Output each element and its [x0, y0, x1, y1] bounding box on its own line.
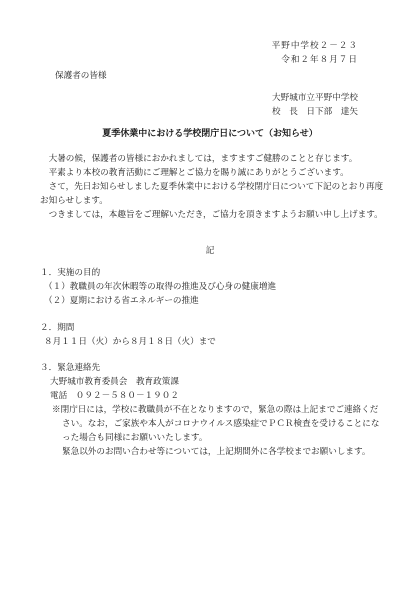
document-date: 令和２年８月７日	[281, 55, 358, 65]
section-contact	[40, 361, 384, 459]
period-value: ８月１１日（火）から８月１８日（火）まで	[44, 337, 216, 347]
body-paragraph-thanks: 平素より本校の教育活動にご理解とご協力を賜り誠にありがとうございます。	[48, 168, 349, 178]
purpose-item-2: （２）夏期における省エネルギーの推進	[44, 296, 199, 306]
document-title: 夏季休業中における学校閉庁日について（お知らせ）	[102, 129, 318, 139]
body-paragraph-greeting: 大暑の候，保護者の皆様におかれましては，ますますご健勝のことと存じます。	[48, 154, 358, 164]
section-period	[40, 321, 384, 349]
body-paragraph-notice: さて，先日お知らせしました夏季休業中における学校閉庁日について下記のとおり再度お知らせします。	[40, 182, 384, 206]
ki-heading: 記	[205, 246, 215, 256]
sender-school: 大野城市立平野中学校	[272, 93, 358, 103]
body-paragraph-request: つきましては，本趣旨をご理解いただき，ご協力を頂きますようお願い申し上げます。	[48, 210, 383, 220]
purpose-item-1: （１）教職員の年次休暇等の取得の推進及び心身の健康増進	[44, 282, 277, 292]
recipient: 保護者の皆様	[55, 71, 107, 81]
document-number: 平野中学校２－２３	[271, 41, 358, 51]
contact-note-inquiries: 緊急以外のお問い合わせ等については，上記期間外に各学校までお願いします。	[62, 447, 371, 457]
contact-note-closure: ※閉庁日には，学校に教職員が不在となりますので，緊急の際は上記までご連絡ください。なお，ご家族や本人がコロナウイルス感染症でＰＣＲ検査を受けることになった場合も同様にお願いいたします。	[52, 405, 380, 443]
contact-phone: 電話 ０９２－５８０－１９０２	[50, 391, 179, 401]
body-text	[40, 152, 384, 222]
section-purpose	[40, 266, 384, 308]
contact-title: ３．緊急連絡先	[40, 363, 101, 373]
sender-principal: 校 長 日下部 達矢	[272, 107, 358, 117]
purpose-title: １．実施の目的	[40, 268, 101, 278]
period-title: ２．期間	[40, 323, 75, 333]
contact-organization: 大野城市教育委員会 教育政策課	[50, 377, 179, 387]
